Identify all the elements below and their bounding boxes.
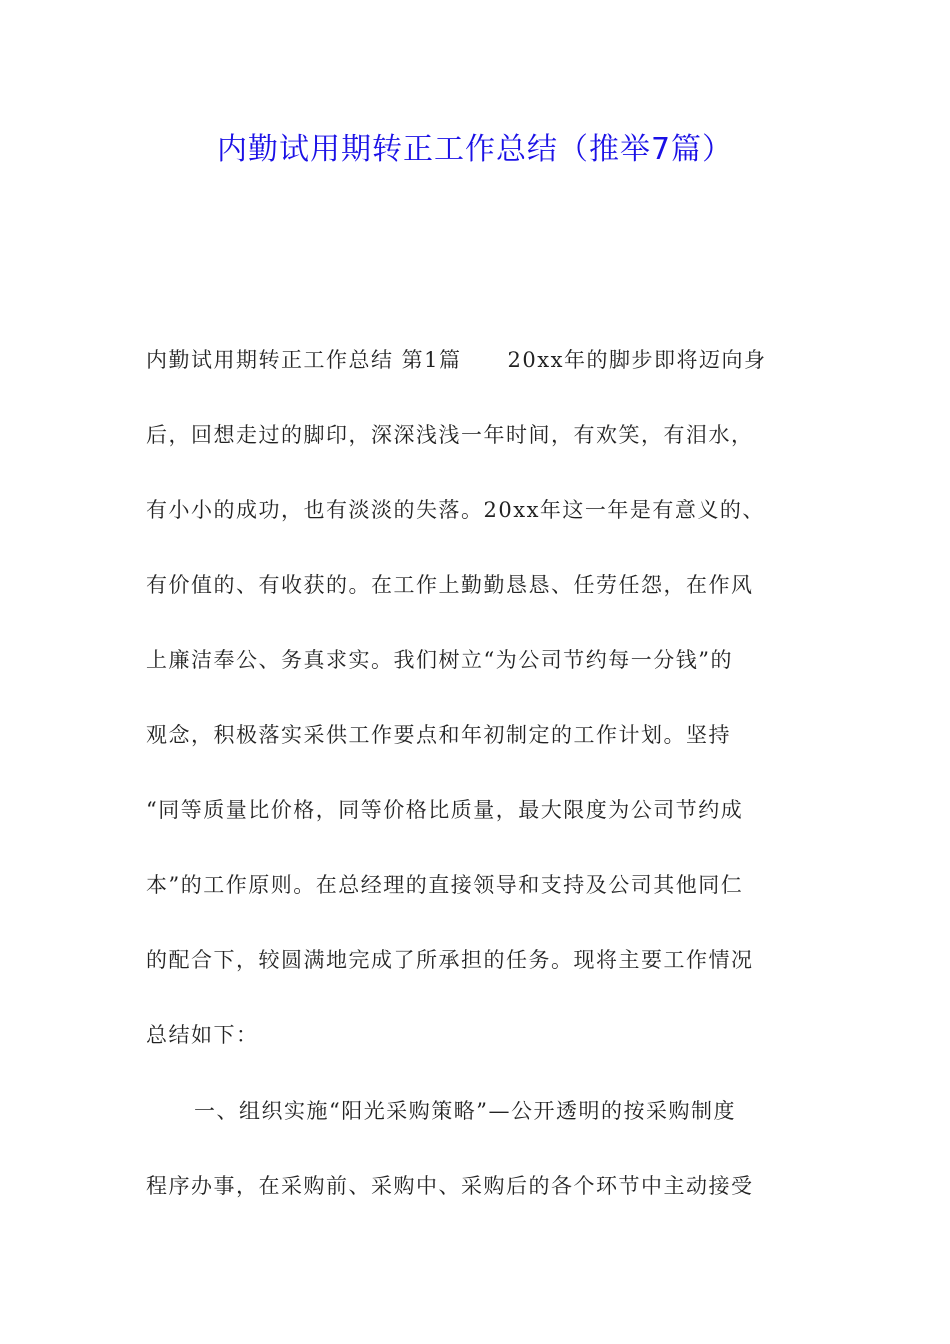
paragraph-line: 本”的工作原则。在总经理的直接领导和支持及公司其他同仁	[146, 873, 744, 897]
paragraph-line: 总结如下：	[146, 1023, 259, 1047]
paragraph-line: “同等质量比价格，同等价格比质量，最大限度为公司节约成	[146, 798, 744, 822]
paragraph-line: 上廉洁奉公、务真求实。我们树立“为公司节约每一分钱”的	[146, 648, 733, 672]
paragraph-line: 的配合下，较圆满地完成了所承担的任务。现将主要工作情况	[146, 948, 754, 972]
paragraph-line: 一、组织实施“阳光采购策略”—公开透明的按采购制度	[194, 1099, 736, 1123]
paragraph-line: 程序办事，在采购前、采购中、采购后的各个环节中主动接受	[146, 1174, 754, 1198]
paragraph-line	[146, 340, 766, 380]
paragraph-line: 有小小的成功，也有淡淡的失落。20xx年这一年是有意义的、	[146, 498, 765, 522]
paragraph-line: 有价值的、有收获的。在工作上勤勤恳恳、任劳任怨，在作风	[146, 573, 754, 597]
paragraph-line: 观念，积极落实采供工作要点和年初制定的工作计划。坚持	[146, 723, 731, 747]
paragraph-line: 后，回想走过的脚印，深深浅浅一年时间，有欢笑，有泪水，	[146, 423, 754, 447]
document-title: 内勤试用期转正工作总结（推举7篇）	[216, 132, 734, 167]
paragraph-line-text: 20xx年的脚步即将迈向身	[507, 348, 767, 372]
section-heading: 内勤试用期转正工作总结 第1篇	[146, 348, 462, 372]
